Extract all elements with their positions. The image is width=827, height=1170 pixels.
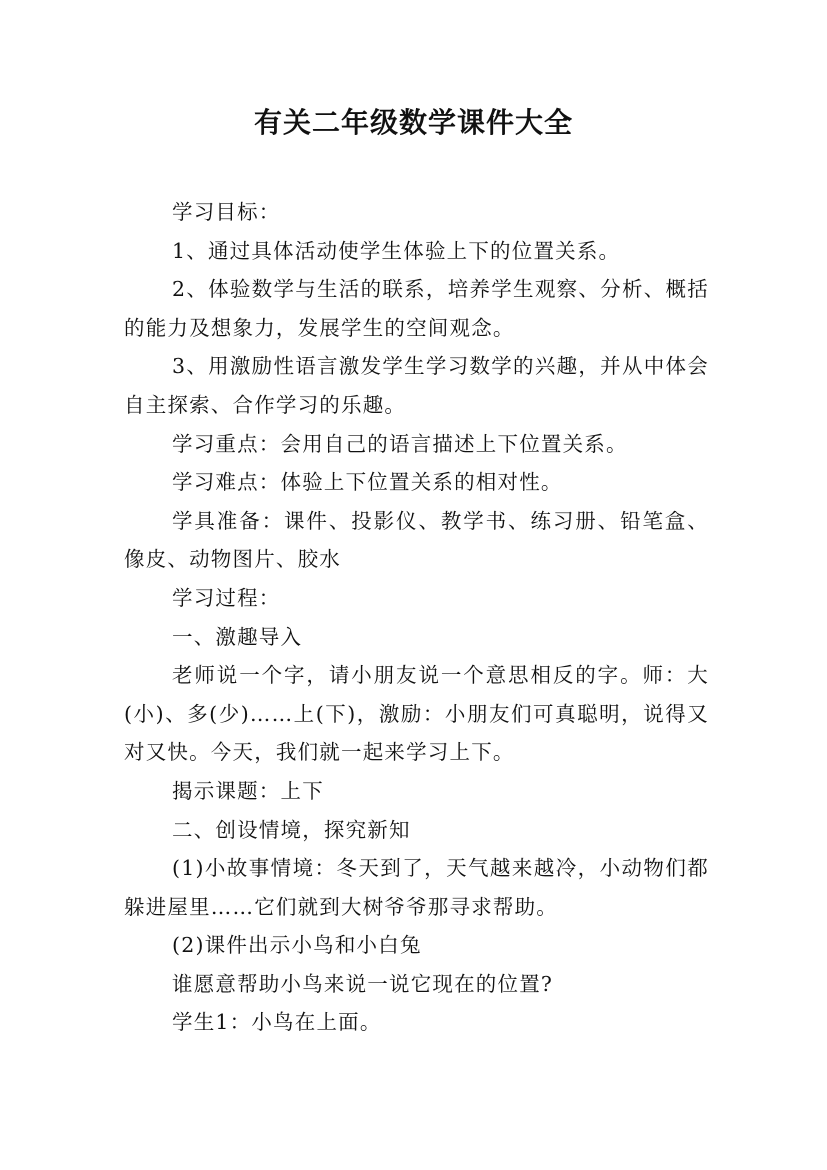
paragraph-learning-goals-heading: 学习目标： xyxy=(172,200,281,224)
paragraph-goal-2: 2、体验数学与生活的联系，培养学生观察、分析、概括的能力及想象力，发展学生的空间观念。 xyxy=(124,277,709,340)
paragraph-intro-game: 老师说一个字，请小朋友说一个意思相反的字。师：大(小)、多(少)……上(下)，激励：小朋友们可真聪明，说得又对又快。今天，我们就一起来学习上下。 xyxy=(124,663,709,765)
paragraph-topic-reveal: 揭示课题：上下 xyxy=(172,778,324,803)
paragraph-materials: 学具准备：课件、投影仪、教学书、练习册、铅笔盒、像皮、动物图片、胶水 xyxy=(124,508,709,572)
paragraph-story-situation: (1)小故事情境：冬天到了，天气越来越冷，小动物们都躲进屋里……它们就到大树爷爷那寻求帮助。 xyxy=(124,856,709,919)
paragraph-goal-3: 3、用激励性语言激发学生学习数学的兴趣，并从中体会自主探索、合作学习的乐趣。 xyxy=(124,354,709,417)
paragraph-goal-1: 1、通过具体活动使学生体验上下的位置关系。 xyxy=(172,238,621,263)
paragraph-process-heading: 学习过程： xyxy=(172,585,281,610)
paragraph-courseware-display: (2)课件出示小鸟和小白兔 xyxy=(172,933,422,958)
document-title: 有关二年级数学课件大全 xyxy=(253,106,573,139)
paragraph-student-answer: 学生1：小鸟在上面。 xyxy=(172,1010,382,1035)
paragraph-key-point: 学习重点：会用自己的语言描述上下位置关系。 xyxy=(172,431,628,456)
paragraph-section-2-heading: 二、创设情境，探究新知 xyxy=(172,817,411,842)
paragraph-question: 谁愿意帮助小鸟来说一说它现在的位置? xyxy=(172,971,554,996)
paragraph-difficulty: 学习难点：体验上下位置关系的相对性。 xyxy=(172,470,563,495)
paragraph-section-1-heading: 一、激趣导入 xyxy=(172,624,303,649)
document-body xyxy=(124,193,709,1042)
